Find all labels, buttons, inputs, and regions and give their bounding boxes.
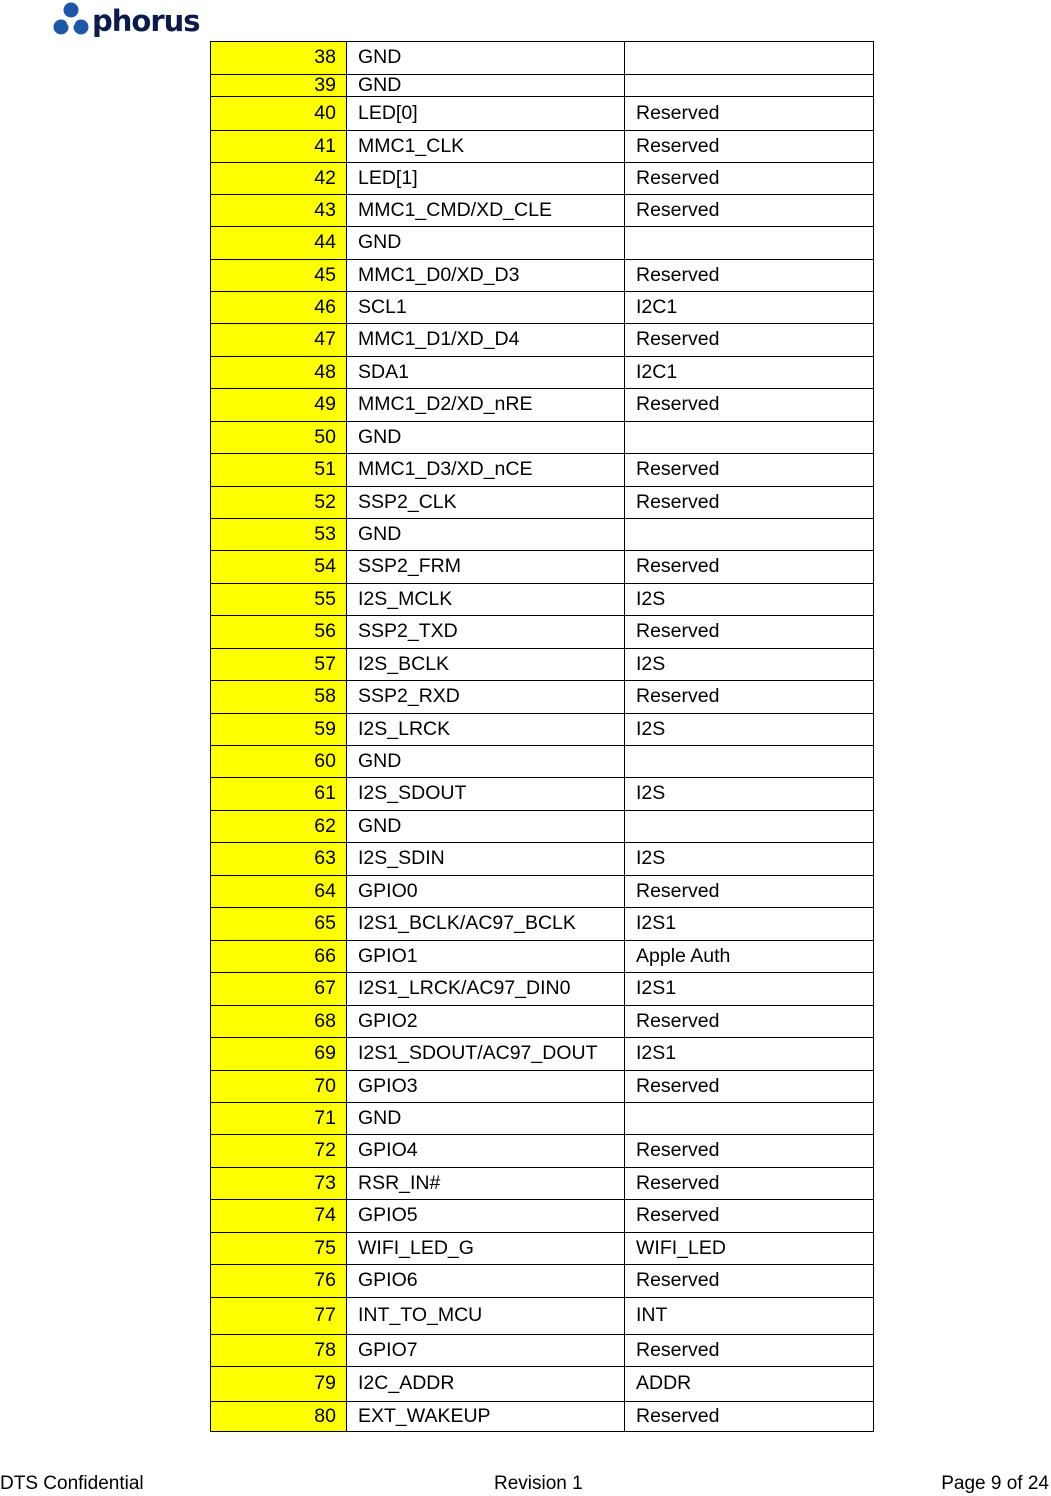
- function-cell: Reserved: [625, 616, 874, 649]
- table-row: [211, 1038, 874, 1071]
- pin-number-cell: 62: [211, 811, 347, 843]
- signal-name-cell: GPIO6: [347, 1265, 625, 1298]
- pin-number-cell: 63: [211, 843, 347, 876]
- pin-number-cell: 55: [211, 584, 347, 616]
- signal-name-cell: GND: [347, 1103, 625, 1135]
- pin-number-cell: 42: [211, 163, 347, 195]
- function-cell: Reserved: [625, 551, 874, 584]
- signal-name-cell: GND: [347, 227, 625, 260]
- table-row: [211, 1168, 874, 1200]
- signal-name-cell: RSR_IN#: [347, 1168, 625, 1200]
- pin-number-cell: 56: [211, 616, 347, 649]
- signal-name-cell: GPIO3: [347, 1071, 625, 1103]
- pin-number-cell: 65: [211, 908, 347, 941]
- function-cell: Reserved: [625, 1402, 874, 1432]
- function-cell: Reserved: [625, 1168, 874, 1200]
- signal-name-cell: I2S_LRCK: [347, 714, 625, 746]
- pin-number-cell: 43: [211, 195, 347, 227]
- signal-name-cell: I2S1_LRCK/AC97_DIN0: [347, 973, 625, 1006]
- table-row: [211, 163, 874, 195]
- table-row: [211, 1103, 874, 1135]
- function-cell: I2S: [625, 843, 874, 876]
- table-row: [211, 1200, 874, 1233]
- function-cell: [625, 811, 874, 843]
- signal-name-cell: GND: [347, 811, 625, 843]
- pin-number-cell: 68: [211, 1006, 347, 1038]
- pin-number-cell: 79: [211, 1367, 347, 1402]
- signal-name-cell: I2C_ADDR: [347, 1367, 625, 1402]
- signal-name-cell: I2S1_SDOUT/AC97_DOUT: [347, 1038, 625, 1071]
- function-cell: I2S: [625, 714, 874, 746]
- table-row: [211, 941, 874, 973]
- table-row: [211, 1233, 874, 1265]
- pin-number-cell: 67: [211, 973, 347, 1006]
- signal-name-cell: SSP2_CLK: [347, 487, 625, 519]
- table-row: [211, 131, 874, 163]
- function-cell: [625, 422, 874, 454]
- footer-page-number: Page 9 of 24: [941, 1473, 1049, 1494]
- table-row: [211, 973, 874, 1006]
- pin-number-cell: 80: [211, 1402, 347, 1432]
- signal-name-cell: MMC1_D3/XD_nCE: [347, 454, 625, 487]
- function-cell: [625, 1103, 874, 1135]
- function-cell: I2S1: [625, 973, 874, 1006]
- function-cell: [625, 75, 874, 97]
- function-cell: I2S1: [625, 1038, 874, 1071]
- signal-name-cell: GPIO1: [347, 941, 625, 973]
- table-row: [211, 195, 874, 227]
- function-cell: WIFI_LED: [625, 1233, 874, 1265]
- signal-name-cell: EXT_WAKEUP: [347, 1402, 625, 1432]
- function-cell: Reserved: [625, 1006, 874, 1038]
- phorus-logo: [52, 0, 200, 40]
- function-cell: Reserved: [625, 1335, 874, 1367]
- signal-name-cell: MMC1_D2/XD_nRE: [347, 389, 625, 422]
- pin-number-cell: 53: [211, 519, 347, 551]
- table-row: [211, 616, 874, 649]
- table-row: [211, 1135, 874, 1168]
- function-cell: I2S: [625, 778, 874, 811]
- pin-number-cell: 48: [211, 357, 347, 389]
- table-row: [211, 42, 874, 75]
- table-row: [211, 1006, 874, 1038]
- signal-name-cell: GPIO4: [347, 1135, 625, 1168]
- function-cell: Reserved: [625, 260, 874, 292]
- function-cell: Reserved: [625, 131, 874, 163]
- pin-number-cell: 73: [211, 1168, 347, 1200]
- pin-number-cell: 66: [211, 941, 347, 973]
- pin-number-cell: 47: [211, 324, 347, 357]
- signal-name-cell: I2S_MCLK: [347, 584, 625, 616]
- table-row: [211, 1265, 874, 1298]
- function-cell: Reserved: [625, 195, 874, 227]
- table-row: [211, 681, 874, 714]
- pin-number-cell: 75: [211, 1233, 347, 1265]
- signal-name-cell: GND: [347, 519, 625, 551]
- pin-number-cell: 64: [211, 876, 347, 908]
- pin-number-cell: 49: [211, 389, 347, 422]
- function-cell: Reserved: [625, 487, 874, 519]
- pin-number-cell: 40: [211, 97, 347, 131]
- signal-name-cell: I2S_SDIN: [347, 843, 625, 876]
- table-row: [211, 551, 874, 584]
- signal-name-cell: I2S_SDOUT: [347, 778, 625, 811]
- signal-name-cell: I2S1_BCLK/AC97_BCLK: [347, 908, 625, 941]
- function-cell: [625, 519, 874, 551]
- signal-name-cell: LED[0]: [347, 97, 625, 131]
- table-row: [211, 843, 874, 876]
- pin-number-cell: 38: [211, 42, 347, 75]
- function-cell: [625, 746, 874, 778]
- pin-number-cell: 78: [211, 1335, 347, 1367]
- table-row: [211, 746, 874, 778]
- table-row: [211, 422, 874, 454]
- table-row: [211, 1367, 874, 1402]
- signal-name-cell: GPIO0: [347, 876, 625, 908]
- pin-number-cell: 45: [211, 260, 347, 292]
- signal-name-cell: MMC1_CLK: [347, 131, 625, 163]
- function-cell: [625, 42, 874, 75]
- pin-number-cell: 69: [211, 1038, 347, 1071]
- signal-name-cell: MMC1_D1/XD_D4: [347, 324, 625, 357]
- function-cell: Reserved: [625, 389, 874, 422]
- function-cell: Reserved: [625, 1265, 874, 1298]
- table-row: [211, 97, 874, 131]
- pin-number-cell: 46: [211, 292, 347, 324]
- table-row: [211, 584, 874, 616]
- table-row: [211, 1071, 874, 1103]
- function-cell: Apple Auth: [625, 941, 874, 973]
- signal-name-cell: GND: [347, 42, 625, 75]
- function-cell: Reserved: [625, 1135, 874, 1168]
- logo-wordmark: phorus: [92, 4, 200, 38]
- table-row: [211, 714, 874, 746]
- pin-table-body: [211, 42, 874, 1432]
- pin-number-cell: 54: [211, 551, 347, 584]
- function-cell: I2S1: [625, 908, 874, 941]
- footer-confidential: DTS Confidential: [0, 1473, 144, 1494]
- table-row: [211, 260, 874, 292]
- function-cell: Reserved: [625, 324, 874, 357]
- pin-number-cell: 41: [211, 131, 347, 163]
- function-cell: Reserved: [625, 97, 874, 131]
- function-cell: I2C1: [625, 357, 874, 389]
- table-row: [211, 1335, 874, 1367]
- signal-name-cell: GPIO2: [347, 1006, 625, 1038]
- signal-name-cell: SSP2_RXD: [347, 681, 625, 714]
- signal-name-cell: GND: [347, 422, 625, 454]
- pin-number-cell: 57: [211, 649, 347, 681]
- function-cell: INT: [625, 1298, 874, 1335]
- function-cell: ADDR: [625, 1367, 874, 1402]
- table-row: [211, 1298, 874, 1335]
- table-row: [211, 454, 874, 487]
- pin-number-cell: 70: [211, 1071, 347, 1103]
- table-row: [211, 324, 874, 357]
- table-row: [211, 778, 874, 811]
- pin-number-cell: 51: [211, 454, 347, 487]
- signal-name-cell: I2S_BCLK: [347, 649, 625, 681]
- pin-number-cell: 74: [211, 1200, 347, 1233]
- table-row: [211, 519, 874, 551]
- table-row: [211, 908, 874, 941]
- table-row: [211, 811, 874, 843]
- function-cell: Reserved: [625, 876, 874, 908]
- table-row: [211, 876, 874, 908]
- signal-name-cell: GND: [347, 75, 625, 97]
- function-cell: Reserved: [625, 454, 874, 487]
- signal-name-cell: SSP2_TXD: [347, 616, 625, 649]
- function-cell: Reserved: [625, 1200, 874, 1233]
- pin-number-cell: 72: [211, 1135, 347, 1168]
- signal-name-cell: WIFI_LED_G: [347, 1233, 625, 1265]
- function-cell: I2S: [625, 649, 874, 681]
- function-cell: [625, 227, 874, 260]
- footer-revision: Revision 1: [494, 1473, 583, 1494]
- table-row: [211, 75, 874, 97]
- pin-table: [210, 41, 874, 1432]
- function-cell: I2C1: [625, 292, 874, 324]
- pin-number-cell: 59: [211, 714, 347, 746]
- pin-number-cell: 50: [211, 422, 347, 454]
- pin-number-cell: 58: [211, 681, 347, 714]
- pin-number-cell: 71: [211, 1103, 347, 1135]
- signal-name-cell: LED[1]: [347, 163, 625, 195]
- signal-name-cell: MMC1_D0/XD_D3: [347, 260, 625, 292]
- pin-number-cell: 39: [211, 75, 347, 97]
- function-cell: Reserved: [625, 1071, 874, 1103]
- table-row: [211, 357, 874, 389]
- pin-number-cell: 77: [211, 1298, 347, 1335]
- function-cell: Reserved: [625, 681, 874, 714]
- signal-name-cell: SCL1: [347, 292, 625, 324]
- table-row: [211, 389, 874, 422]
- table-row: [211, 487, 874, 519]
- table-row: [211, 1402, 874, 1432]
- signal-name-cell: SDA1: [347, 357, 625, 389]
- table-row: [211, 292, 874, 324]
- pin-number-cell: 52: [211, 487, 347, 519]
- signal-name-cell: SSP2_FRM: [347, 551, 625, 584]
- pin-number-cell: 60: [211, 746, 347, 778]
- signal-name-cell: MMC1_CMD/XD_CLE: [347, 195, 625, 227]
- signal-name-cell: GPIO5: [347, 1200, 625, 1233]
- table-row: [211, 227, 874, 260]
- pin-number-cell: 76: [211, 1265, 347, 1298]
- signal-name-cell: GND: [347, 746, 625, 778]
- table-row: [211, 649, 874, 681]
- phorus-logo-icon: [52, 1, 90, 39]
- function-cell: Reserved: [625, 163, 874, 195]
- pin-number-cell: 44: [211, 227, 347, 260]
- function-cell: I2S: [625, 584, 874, 616]
- pin-number-cell: 61: [211, 778, 347, 811]
- signal-name-cell: INT_TO_MCU: [347, 1298, 625, 1335]
- signal-name-cell: GPIO7: [347, 1335, 625, 1367]
